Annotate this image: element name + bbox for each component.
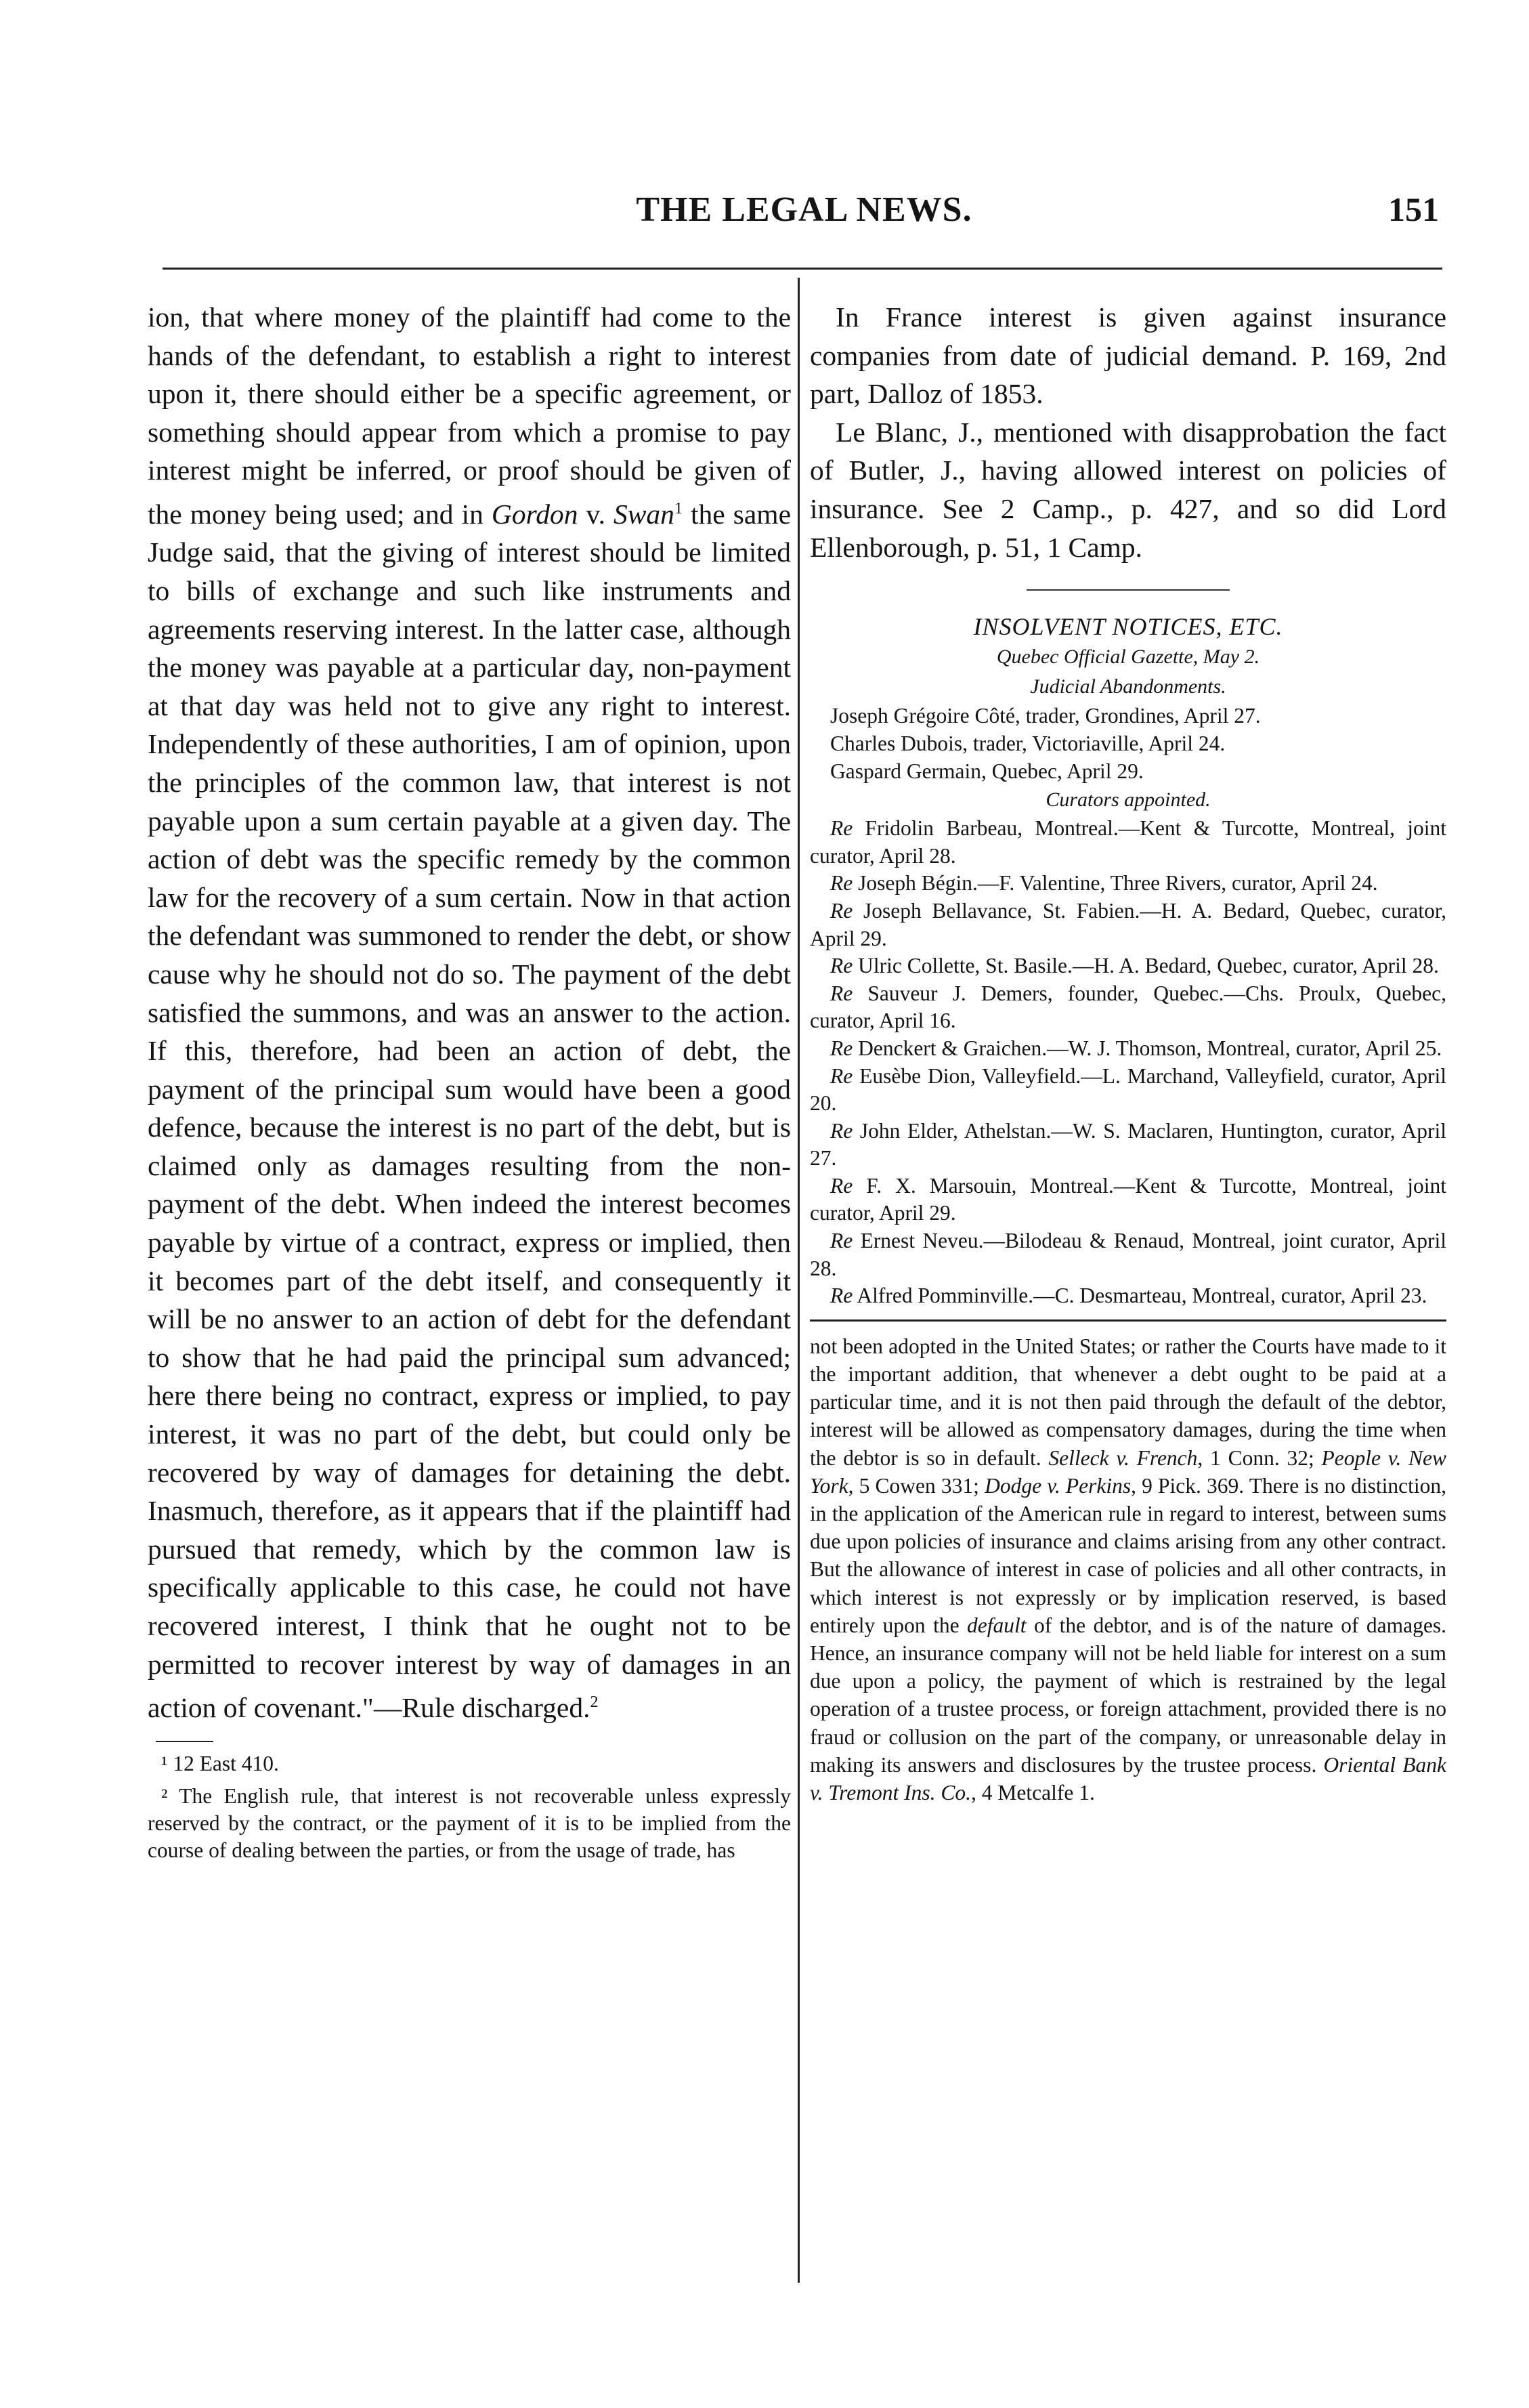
journal-title: THE LEGAL NEWS. (636, 190, 972, 229)
entry-text: Joseph Bellavance, St. Fabien.—H. A. Bedard, Quebec, curator, April 29. (810, 898, 1446, 950)
re-label: Re (830, 1118, 853, 1143)
header-rule (163, 268, 1442, 270)
entry-text: Alfred Pomminville.—C. Desmarteau, Montreal, curator, April 23. (853, 1284, 1427, 1308)
curator-entry (810, 815, 1446, 870)
gazette-line: Quebec Official Gazette, May 2. (996, 646, 1260, 669)
footnote-section-rule (810, 1319, 1446, 1322)
entry-text: F. X. Marsouin, Montreal.—Kent & Turcotte, Montreal, joint curator, April 29. (810, 1173, 1446, 1225)
abandonment-entry: Gaspard Germain, Quebec, April 29. (830, 759, 1144, 784)
entry-text: Joseph Bégin.—F. Valentine, Three Rivers, curator, April 24. (853, 871, 1378, 895)
curator-entry (810, 897, 1446, 952)
curator-entry (810, 980, 1446, 1035)
citation: , 4 Metcalfe 1. (971, 1781, 1095, 1805)
curator-entry (810, 1118, 1446, 1173)
re-label: Re (830, 871, 853, 895)
curator-entry (810, 1282, 1446, 1310)
entry-text: Ulric Collette, St. Basile.—H. A. Bedard, Quebec, curator, April 28. (853, 954, 1439, 978)
footnote-continuation (810, 1332, 1446, 1807)
re-label: Re (830, 1229, 853, 1253)
entry-text: Eusèbe Dion, Valleyfield.—L. Marchand, Valleyfield, curator, April 20. (810, 1063, 1446, 1116)
judgment-paragraph (148, 298, 791, 1727)
case-name: People v. New York (810, 1445, 1447, 1498)
paragraph-text: ion, that where money of the plaintiff had come to the hands of the defendant, to establish a right to interest upon it, there should either be a specific agreement, or something should appear from which a promise to pay interest might be inferred, or proof should be given of the money being used; and in (148, 301, 791, 530)
emphasis: default (967, 1613, 1027, 1637)
footnote-marker: 1 (674, 499, 683, 517)
curator-entry (810, 1227, 1446, 1282)
paragraph-text: the same Judge said, that the giving of interest should be limited to bills of exchange and such like instruments and agreements reserving interest. In the latter case, although the money was payable at a particular day, non-payment at that day was held not to give any right to interest. Independently of these authorities, I am of opinion, upon the principles of the common law, that interest is not payable upon a sum certain payable at a given day. The action of debt was the specific remedy by the common law for the recovery of a sum certain. Now in that action the defendant was summoned to render the debt, or show cause why he should not do so. The payment of the debt satisfied the summons, and was an answer to the action. If this, therefore, had been an action of debt, the payment of the principal sum would have been a good defence, because the interest is no part of the debt, but is claimed only as damages resulting from the non-payment of the debt. When indeed the interest becomes payable by virtue of a contract, express or implied, then it becomes part of the debt itself, and consequently it will be no answer to an action of debt for the defendant to show that he had paid the principal sum advanced; here there being no contract, express or implied, to pay interest, it was no part of the debt, but could only be recovered by way of damages for detaining the debt. Inasmuch, therefore, as it appears that if the plaintiff had pursued that remedy, which by the common law is specifically applicable to this case, he could not have recovered interest, I think that he ought not to be permitted to recover interest by way of damages in an action of covenant."—Rule discharged. (148, 498, 791, 1724)
abandonments-heading: Judicial Abandonments. (1030, 675, 1226, 698)
case-name: Dodge v. Perkins (985, 1473, 1132, 1498)
citation: , 1 Conn. 32; (1197, 1445, 1322, 1470)
footnote-rule (156, 1741, 213, 1742)
section-title: INSOLVENT NOTICES, ETC. (973, 613, 1283, 641)
re-label: Re (830, 954, 853, 978)
left-column (148, 298, 791, 1864)
re-label: Re (830, 1173, 853, 1198)
case-name: Swan (613, 498, 674, 530)
curators-heading: Curators appointed. (1046, 788, 1211, 811)
citation: , 5 Cowen 331; (848, 1473, 985, 1498)
footnote-1: ¹ 12 East 410. (161, 1751, 279, 1775)
curator-entry (810, 1173, 1446, 1227)
re-label: Re (830, 1284, 853, 1308)
abandonment-entry: Charles Dubois, trader, Victoriaville, April 24. (830, 732, 1226, 756)
case-name: Oriental Bank v. Tremont Ins. Co. (810, 1752, 1447, 1805)
page-header (156, 183, 1452, 244)
page-number: 151 (1388, 190, 1439, 228)
footnote-text: not been adopted in the United States; or rather the Courts have made to it the important addition, that whenever a debt ought to be paid at a particular time, and it is not then paid through the default of the debtor, interest will be allowed as compensatory damages, during the time when the debtor is so in default. (810, 1334, 1446, 1470)
entry-text: Sauveur J. Demers, founder, Quebec.—Chs. Proulx, Quebec, curator, April 16. (810, 981, 1446, 1033)
entry-text: John Elder, Athelstan.—W. S. Maclaren, Huntington, curator, April 27. (810, 1118, 1446, 1170)
versus: v. (578, 498, 613, 530)
case-name: Selleck v. French (1048, 1445, 1198, 1470)
re-label: Re (830, 981, 853, 1005)
re-label: Re (830, 1063, 853, 1088)
curator-entry (810, 1063, 1446, 1118)
curator-entry (810, 870, 1446, 897)
footnote-text: , 9 Pick. 369. There is no distinction, in the application of the American rule in regard to interest, between sums due upon policies of insurance and claims arising from any other contract. But the allowance of interest in case of policies and all other contracts, in which interest is not expressly or by implication reserved, is based entirely upon the (810, 1473, 1446, 1637)
curator-entry (810, 1035, 1446, 1063)
re-label: Re (830, 816, 853, 841)
section-rule (1027, 589, 1230, 591)
abandonment-entry: Joseph Grégoire Côté, trader, Grondines, April 27. (830, 704, 1261, 728)
entry-text: Ernest Neveu.—Bilodeau & Renaud, Montreal, joint curator, April 28. (810, 1229, 1446, 1280)
le-blanc-paragraph: Le Blanc, J., mentioned with disapprobation the fact of Butler, J., having allowed interest on policies of insurance. See 2 Camp., p. 427, and so did Lord Ellenborough, p. 51, 1 Camp. (810, 416, 1446, 563)
case-name: Gordon (491, 498, 578, 530)
curator-entry (810, 952, 1446, 980)
column-divider (798, 278, 800, 2283)
re-label: Re (830, 1036, 853, 1060)
france-paragraph: In France interest is given against insurance companies from date of judicial demand. P. 169, 2nd part, Dalloz of 1853. (810, 301, 1446, 410)
re-label: Re (830, 898, 853, 923)
right-column (810, 298, 1446, 1807)
entry-text: Fridolin Barbeau, Montreal.—Kent & Turcotte, Montreal, joint curator, April 28. (810, 816, 1446, 868)
footnote-marker: 2 (590, 1693, 599, 1712)
footnote-2: ² The English rule, that interest is not recoverable unless expressly reserved by the contract, or the payment of it is to be implied from the course of dealing between the parties, or from the usage of trade, has (148, 1783, 791, 1862)
footnote-text: of the debtor, and is of the nature of damages. Hence, an insurance company will not be held liable for interest on a sum due upon a policy, the payment of which is restrained by the legal operation of a trustee process, or foreign attachment, provided there is no fraud or collusion on the part of the company, or unreasonable delay in making its answers and disclosures by the trustee process. (810, 1613, 1446, 1777)
entry-text: Denckert & Graichen.—W. J. Thomson, Montreal, curator, April 25. (853, 1036, 1442, 1060)
